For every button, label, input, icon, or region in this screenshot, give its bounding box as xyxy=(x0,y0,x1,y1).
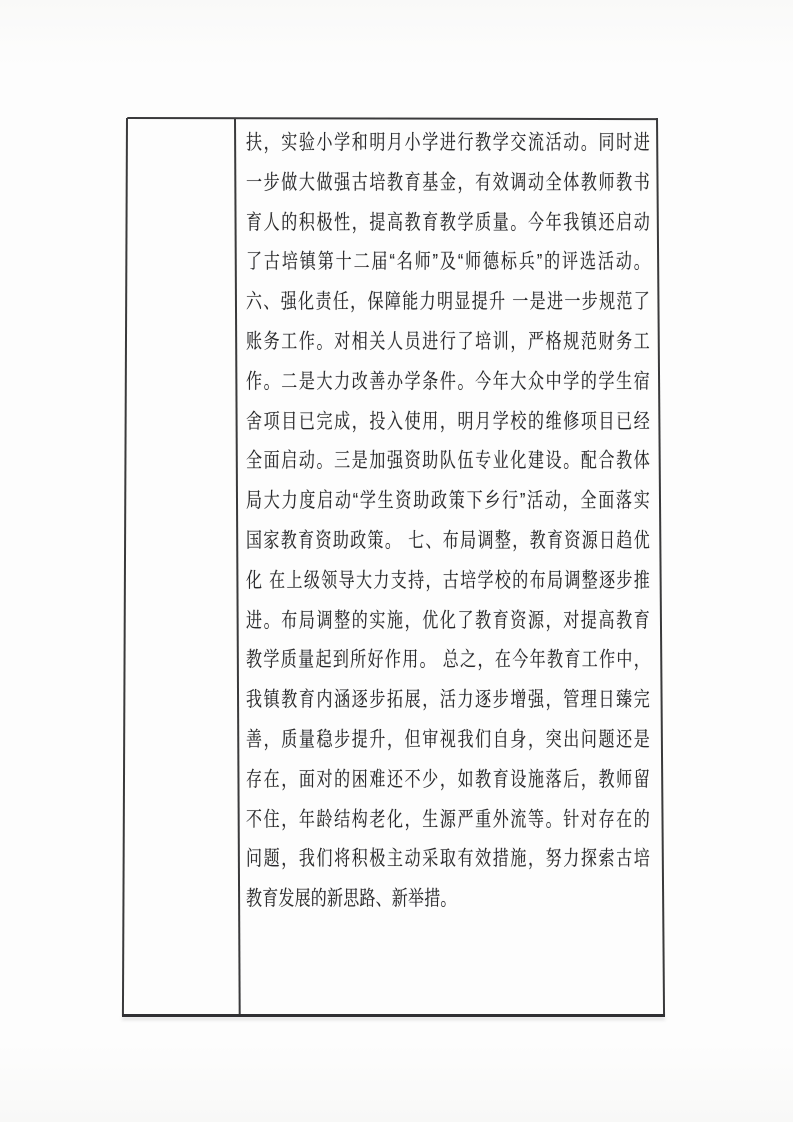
text-line: 不住，年龄结构老化，生源严重外流等。针对存在的 xyxy=(246,809,650,831)
text-line: 教育发展的新思路、新举措。 xyxy=(246,888,457,911)
text-line: 账务工作。对相关人员进行了培训，严格规范财务工 xyxy=(246,331,650,354)
text-line: 作。二是大力改善办学条件。今年大众中学的学生宿 xyxy=(246,371,650,394)
text-line: 舍项目已完成，投入使用，明月学校的维修项目已经 xyxy=(246,411,650,433)
text-line: 局大力度启动“学生资助政策下乡行”活动，全面落实 xyxy=(246,490,650,513)
table-column-divider xyxy=(234,118,241,1016)
text-line: 六、强化责任，保障能力明显提升 一是进一步规范了 xyxy=(246,291,650,314)
text-line: 了古培镇第十二届“名师”及“师德标兵”的评选活动。 xyxy=(246,251,650,274)
text-line: 化 在上级领导大力支持，古培学校的布局调整逐步推 xyxy=(246,570,650,593)
text-line: 善，质量稳步提升，但审视我们自身，突出问题还是 xyxy=(246,729,650,752)
text-line: 存在，面对的困难还不少，如教育设施落后，教师留 xyxy=(246,769,650,792)
table-border-bottom xyxy=(122,1014,665,1017)
text-line: 全面启动。三是加强资助队伍专业化建设。配合教体 xyxy=(246,450,650,473)
text-line: 我镇教育内涵逐步拓展，活力逐步增强，管理日臻完 xyxy=(246,689,650,712)
text-line: 问题，我们将积极主动采取有效措施，努力探索古培 xyxy=(246,848,650,871)
label-column-cell xyxy=(128,120,234,1014)
text-line: 国家教育资助政策。 七、布局调整，教育资源日趋优 xyxy=(246,530,650,553)
text-line: 进。布局调整的实施，优化了教育资源，对提高教育 xyxy=(246,610,650,632)
text-line: 扶，实验小学和明月小学进行教学交流活动。同时进 xyxy=(246,132,650,155)
text-line: 育人的积极性，提高教育教学质量。今年我镇还启动 xyxy=(246,212,650,234)
table-border-right xyxy=(656,118,665,1016)
text-line: 一步做大做强古培教育基金，有效调动全体教师教书 xyxy=(246,172,650,195)
content-column-cell xyxy=(246,124,650,920)
text-line: 教学质量起到所好作用。 总之，在今年教育工作中， xyxy=(246,649,650,672)
